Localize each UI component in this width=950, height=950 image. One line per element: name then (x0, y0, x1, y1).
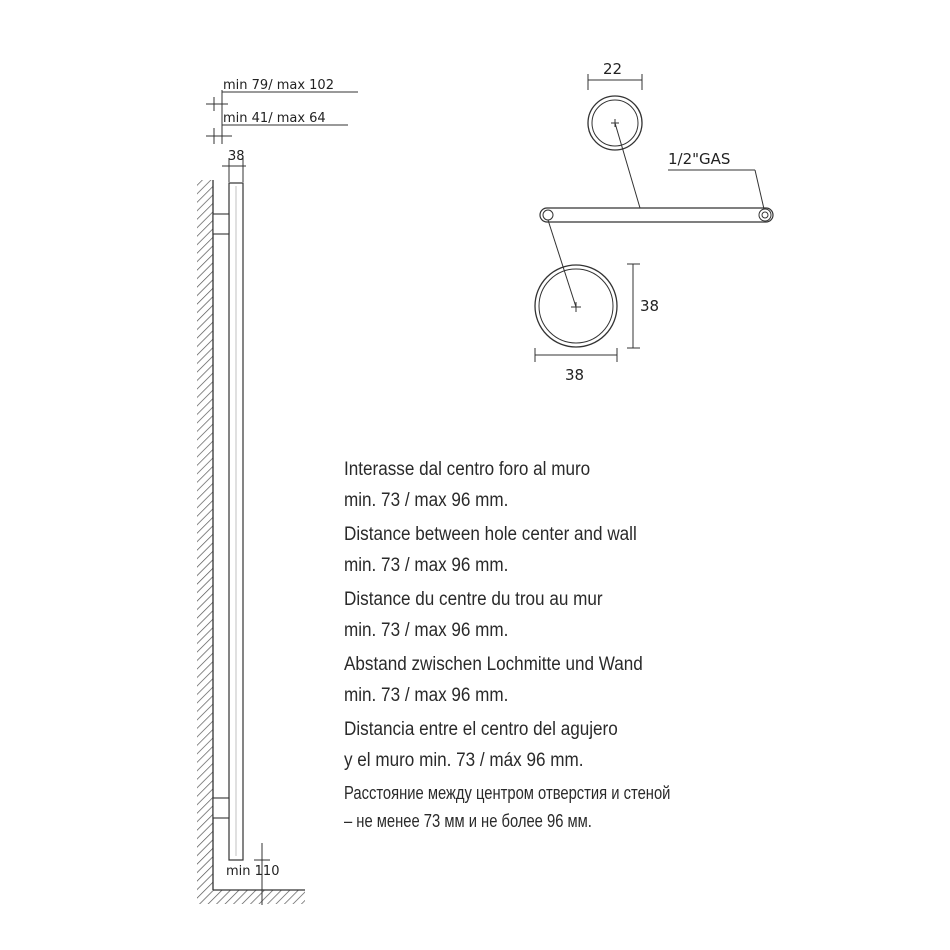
note-spanish (344, 714, 764, 776)
note-russian (344, 779, 764, 835)
note-line: Interasse dal centro foro al muro (344, 459, 591, 480)
note-french (344, 584, 764, 646)
bracket-offset-label: min 41/ max 64 (223, 111, 326, 126)
floor (197, 890, 305, 904)
gas-connection-label: 1/2"GAS (668, 150, 731, 168)
tube-height-dimension (627, 264, 640, 348)
pipe-diameter-label: 22 (603, 60, 623, 78)
wall (197, 180, 213, 890)
note-line: Distance between hole center and wall (344, 524, 637, 545)
side-view (197, 78, 358, 905)
bottom-bracket (213, 798, 229, 818)
tube-leader-line (548, 220, 576, 307)
pipe-leader-line (615, 123, 640, 208)
tube-width-dimension (535, 348, 617, 362)
tube-depth-label: 38 (228, 149, 245, 164)
floor-hatch (197, 890, 305, 904)
floor-clearance-label: min 110 (226, 864, 280, 879)
note-line: y el muro min. 73 / máx 96 mm. (344, 750, 584, 771)
note-line: Abstand zwischen Lochmitte und Wand (344, 654, 643, 675)
note-line: min. 73 / max 96 mm. (344, 490, 509, 511)
wall-hatch (197, 180, 213, 890)
note-line: min. 73 / max 96 mm. (344, 620, 509, 641)
note-line: Расстояние между центром отверстия и стеной (344, 783, 671, 803)
note-line: Distance du centre du trou au mur (344, 589, 603, 610)
top-bracket (213, 214, 229, 234)
tube-height-label: 38 (640, 297, 660, 315)
connection-detail (535, 60, 773, 384)
tube-width-label: 38 (565, 366, 585, 384)
note-italian (344, 454, 764, 516)
gas-leader-line (755, 170, 764, 209)
installation-notes (344, 454, 764, 838)
note-line: min. 73 / max 96 mm. (344, 555, 509, 576)
connection-pipe (540, 208, 773, 222)
note-line: – не менее 73 мм и не более 96 мм. (344, 811, 592, 831)
note-german (344, 649, 764, 711)
note-line: Distancia entre el centro del agujero (344, 719, 618, 740)
note-line: min. 73 / max 96 mm. (344, 685, 509, 706)
wall-offset-label: min 79/ max 102 (223, 78, 334, 93)
note-english (344, 519, 764, 581)
